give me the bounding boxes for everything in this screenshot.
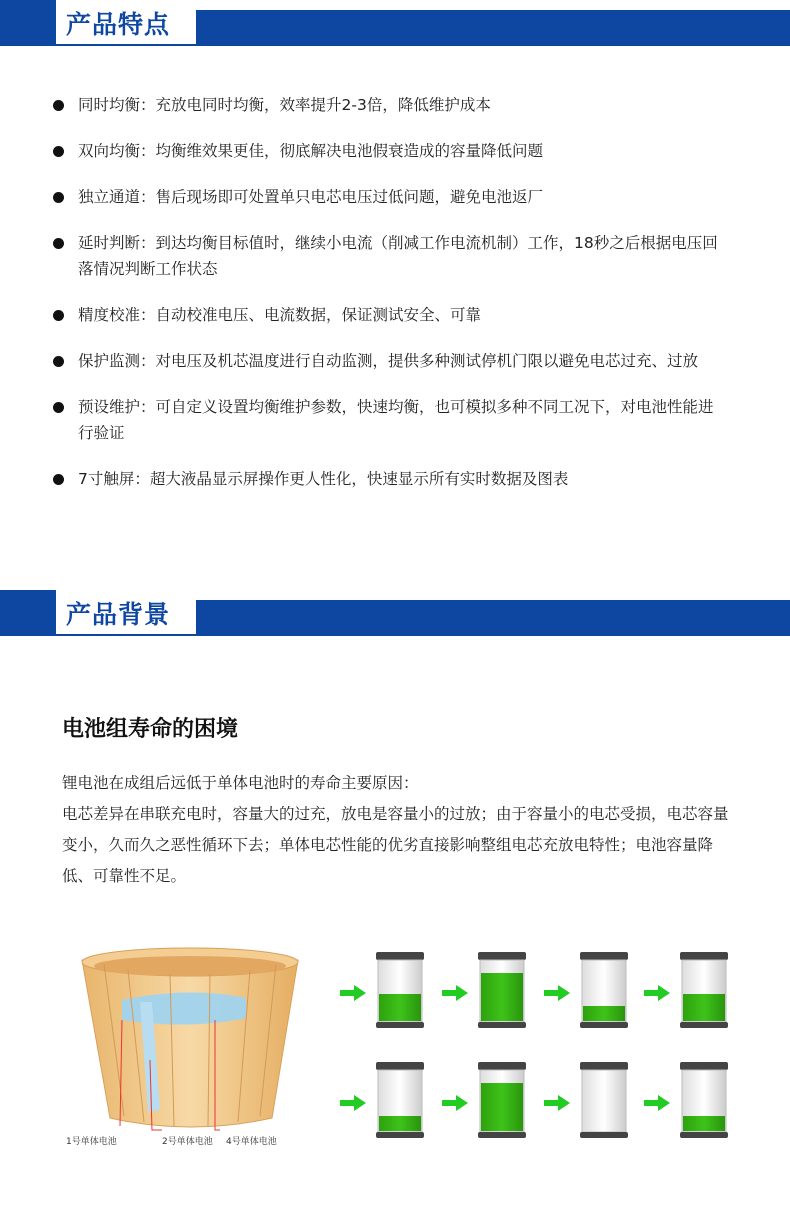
bullet-icon (53, 356, 64, 367)
features-list (50, 92, 750, 492)
bucket-label-1: 1号单体电池 (66, 1137, 117, 1147)
feature-item: 同时均衡：充放电同时均衡，效率提升2-3倍，降低维护成本 (50, 92, 750, 118)
feature-item: 延时判断：到达均衡目标值时，继续小电流（削减工作电流机制）工作，18秒之后根据电压回落情况判断工作状态 (50, 230, 718, 282)
barrel-icon (70, 940, 310, 1140)
bullet-icon (53, 192, 64, 203)
arrow-right-icon (544, 985, 570, 1001)
paragraph-line: 电芯差异在串联充电时，容量大的过充，放电是容量小的过放；由于容量小的电芯受损，电芯容量变小，久而久之恶性循环下去；单体电芯性能的优劣直接影响整组电芯充放电特性；电池容量降低、可靠性不足。 (62, 805, 729, 885)
battery-icon (678, 1060, 730, 1140)
battery-icon (374, 1060, 426, 1140)
bullet-icon (53, 238, 64, 249)
battery-icon (578, 1060, 630, 1140)
header-bar-left (0, 590, 56, 636)
section-header-features (0, 0, 790, 46)
bucket-label-2: 2号单体电池 (162, 1137, 213, 1147)
bullet-icon (53, 402, 64, 413)
header-bar-left (0, 0, 56, 46)
arrow-right-icon (340, 985, 366, 1001)
arrow-right-icon (340, 1095, 366, 1111)
feature-item: 7寸触屏：超大液晶显示屏操作更人性化，快速显示所有实时数据及图表 (50, 466, 750, 492)
arrow-right-icon (442, 1095, 468, 1111)
feature-item: 双向均衡：均衡维效果更佳，彻底解决电池假衰造成的容量降低问题 (50, 138, 750, 164)
section-title: 产品背景 (66, 600, 171, 629)
section-header-background (0, 590, 790, 636)
bullet-icon (53, 100, 64, 111)
background-paragraph (62, 768, 742, 892)
battery-sequence (330, 950, 750, 1150)
background-heading: 电池组寿命的困境 (62, 717, 239, 742)
battery-icon (476, 950, 528, 1030)
arrow-right-icon (644, 1095, 670, 1111)
header-underline (56, 634, 196, 636)
bullet-icon (53, 310, 64, 321)
bucket-illustration (66, 940, 310, 1150)
feature-item: 保护监测：对电压及机芯温度进行自动监测，提供多种测试停机门限以避免电芯过充、过放 (50, 348, 718, 374)
bullet-icon (53, 146, 64, 157)
arrow-right-icon (644, 985, 670, 1001)
header-underline (56, 44, 196, 46)
battery-icon (476, 1060, 528, 1140)
feature-item: 精度校准：自动校准电压、电流数据，保证测试安全、可靠 (50, 302, 750, 328)
bucket-label-4: 4号单体电池 (226, 1137, 277, 1147)
battery-icon (578, 950, 630, 1030)
arrow-right-icon (544, 1095, 570, 1111)
arrow-right-icon (442, 985, 468, 1001)
feature-item: 预设维护：可自定义设置均衡维护参数，快速均衡，也可模拟多种不同工况下，对电池性能进行验证 (50, 394, 718, 446)
section-title: 产品特点 (66, 10, 171, 39)
header-bar-right (196, 10, 790, 46)
feature-item: 独立通道：售后现场即可处置单只电芯电压过低问题，避免电池返厂 (50, 184, 750, 210)
bullet-icon (53, 474, 64, 485)
header-bar-right (196, 600, 790, 636)
paragraph-line: 锂电池在成组后远低于单体电池时的寿命主要原因： (62, 774, 419, 792)
battery-icon (374, 950, 426, 1030)
battery-icon (678, 950, 730, 1030)
